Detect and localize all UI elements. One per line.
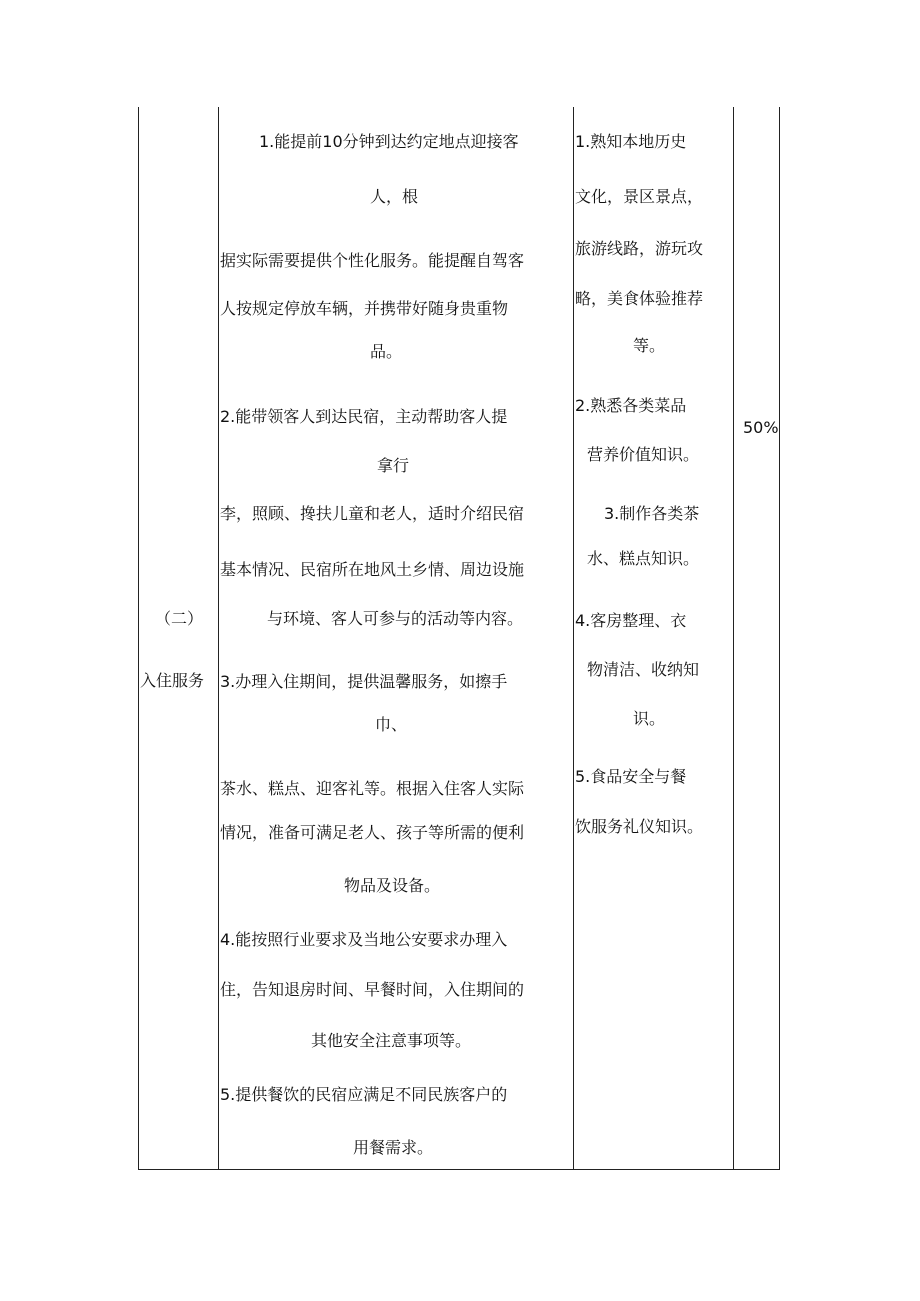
section-number: （二） xyxy=(155,609,204,628)
weight-percent: 50% xyxy=(743,418,779,437)
knowledge-line: 2.熟悉各类菜品 xyxy=(575,396,687,415)
knowledge-line: 旅游线路，游玩攻 xyxy=(575,239,704,258)
column-divider xyxy=(733,107,734,1170)
knowledge-line: 水、糕点知识。 xyxy=(587,549,700,568)
knowledge-line: 物清洁、收纳知 xyxy=(587,660,700,679)
section-title: 入住服务 xyxy=(140,671,205,690)
skill-line: 拿行 xyxy=(377,456,410,475)
column-divider xyxy=(573,107,574,1170)
knowledge-line: 3.制作各类茶 xyxy=(604,504,700,523)
knowledge-line: 识。 xyxy=(633,709,666,728)
table-border-right xyxy=(779,107,780,1170)
knowledge-line: 1.熟知本地历史 xyxy=(575,132,687,151)
table-border-left xyxy=(138,107,139,1170)
skill-line: 5.提供餐饮的民宿应满足不同民族客户的 xyxy=(220,1085,508,1104)
skill-line: 其他安全注意事项等。 xyxy=(311,1031,472,1050)
knowledge-line: 等。 xyxy=(633,336,666,355)
skill-line: 茶水、糕点、迎客礼等。根据入住客人实际 xyxy=(220,779,525,798)
skill-line: 基本情况、民宿所在地风土乡情、周边设施 xyxy=(220,560,525,579)
skill-line: 与环境、客人可参与的活动等内容。 xyxy=(267,609,524,628)
skill-line: 住，告知退房时间、早餐时间，入住期间的 xyxy=(220,980,525,999)
knowledge-line: 文化，景区景点， xyxy=(575,187,704,206)
column-divider xyxy=(218,107,219,1170)
skill-line: 品。 xyxy=(370,342,403,361)
skill-line: 据实际需要提供个性化服务。能提醒自驾客 xyxy=(220,251,525,270)
skill-line: 用餐需求。 xyxy=(353,1138,434,1157)
skill-line: 2.能带领客人到达民宿，主动帮助客人提 xyxy=(220,407,508,426)
knowledge-line: 略，美食体验推荐 xyxy=(575,289,704,308)
table-border-bottom xyxy=(138,1169,780,1170)
skill-line: 李，照顾、搀扶儿童和老人，适时介绍民宿 xyxy=(220,504,525,523)
skill-line: 巾、 xyxy=(375,715,408,734)
skill-line: 人按规定停放车辆，并携带好随身贵重物 xyxy=(220,299,509,318)
skill-line: 3.办理入住期间，提供温馨服务，如擦手 xyxy=(220,672,508,691)
skill-line: 情况，准备可满足老人、孩子等所需的便利 xyxy=(220,823,525,842)
skill-line: 4.能按照行业要求及当地公安要求办理入 xyxy=(220,930,508,949)
knowledge-line: 营养价值知识。 xyxy=(587,445,700,464)
knowledge-line: 饮服务礼仪知识。 xyxy=(575,817,704,836)
skill-line: 物品及设备。 xyxy=(344,876,441,895)
knowledge-line: 5.食品安全与餐 xyxy=(575,767,687,786)
skill-line: 人，根 xyxy=(370,187,419,206)
knowledge-line: 4.客房整理、衣 xyxy=(575,611,687,630)
skill-line: 1.能提前10分钟到达约定地点迎接客 xyxy=(259,132,519,151)
